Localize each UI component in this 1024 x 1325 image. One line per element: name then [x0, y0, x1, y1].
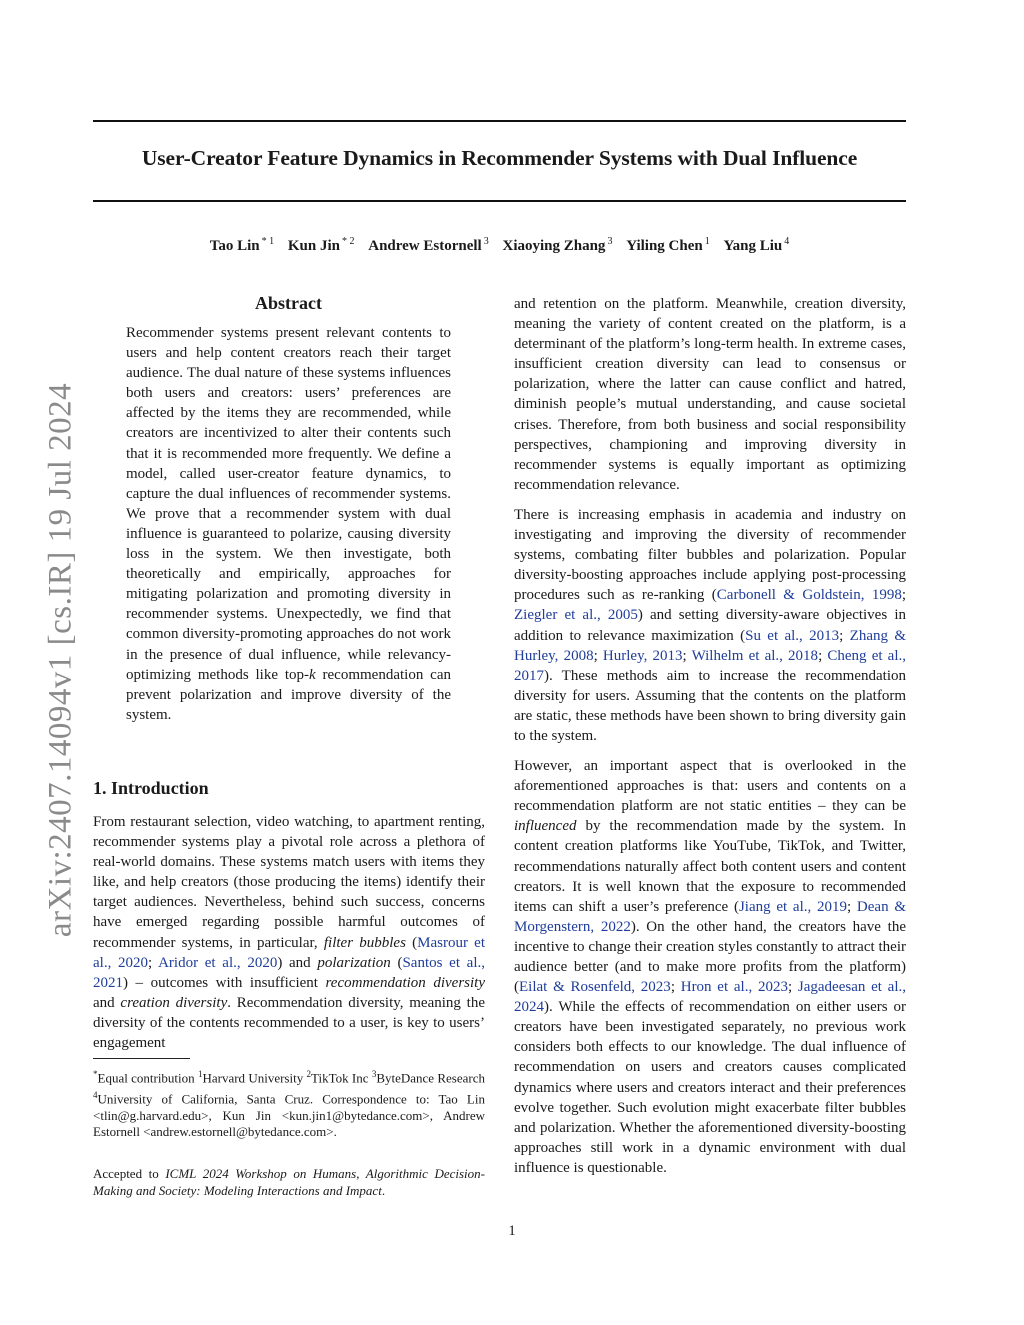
citation-link[interactable]: Carbonell & Goldstein, 1998 [716, 587, 902, 604]
citation-link[interactable]: Aridor et al., 2020 [158, 954, 278, 971]
section-heading: 1. Introduction [93, 778, 209, 798]
intro-paragraph: From restaurant selection, video watching, to apartment renting, recommender systems play a pivotal role across a plethora of real-world domains. These systems match users with items they like, and help creators (those producing the items) identify their target audiences. Nevertheless, behind such success, concerns have emerged regarding possible harmful outcomes of recommender systems, in particular, filter bubbles (Masrour et al., 2020; Aridor et al., 2020) and polarization (Santos et al., 2021) – outcomes with insufficient recommendation diversity and creation diversity. Recommendation diversity, meaning the diversity of the contents recommended to a user, is key to users’ engagement [93, 814, 486, 1052]
author: Andrew Estornell $^3$ [368, 236, 489, 254]
body-paragraph: and retention on the platform. Meanwhile, creation diversity, meaning the variety of content created on the platform, is a determinant of the platform’s long-term health. In extreme cases, insufficient creation diversity can lead to consensus or polarization, where the latter can cause conflict and hatred, diminish people’s mutual understanding, and cause societal crises. Therefore, from both business and social responsibility perspectives, championing and improving diversity in recommender systems is equally important as optimizing recommendation relevance. [514, 296, 906, 493]
author: Xiaoying Zhang $^3$ [502, 236, 613, 254]
citation-link[interactable]: Masrour et al., 2020 [93, 934, 486, 971]
citation-link[interactable]: Hurley, 2013 [602, 647, 683, 664]
introduction-section [93, 776, 485, 1053]
footnote-rule [93, 1058, 190, 1059]
paper-title: User-Creator Feature Dynamics in Recommender Systems with Dual Influence [141, 146, 858, 170]
citation-link[interactable]: Santos et al., 2021 [93, 954, 486, 991]
affiliations-footnote: *Equal contribution $^1$Harvard University $^2$TikTok Inc $^3$ByteDance Research $^4$University of California, Santa Cruz. Correspondence to: Tao Lin <tlin@g.harvard.edu>, Kun Jin <kun.jin1@bytedance.com>, Andrew Estornell <andrew.estornell@bytedance.com>. [93, 1069, 486, 1140]
author: Yiling Chen $^1$ [626, 236, 710, 254]
body-paragraph: However, an important aspect that is overlooked in the aforementioned approaches is that: users and contents on a recommendation platform are not static entities – they can be influenced by the recommendation made by the system. In content creation platforms like YouTube, TikTok, and Twitter, recommendations naturally affect both content users and content creators. It is well known that the exposure to recommended items can shift a user’s preference (Jiang et al., 2019; Dean & Morgenstern, 2022). On the other hand, the creators have the incentive to change their creation styles constantly to attract their audience better (and to make more profits from the platform) (Eilat & Rosenfeld, 2023; Hron et al., 2023; Jagadeesan et al., 2024). While the effects of recommendation on either users or creators have been investigated separately, no previous work considers both effects to our knowledge. The dual influence of recommendation on users and creators causes complicated dynamics where users and creators interact and their preferences evolve together. Such evolution might exacerbate filter bubbles and polarization. Whether the aforementioned diversity-boosting approaches still work in a dynamic environment with dual influence is questionable. [514, 758, 907, 1176]
citation-link[interactable]: Cheng et al., 2017 [514, 647, 907, 684]
citation-link[interactable]: Wilhelm et al., 2018 [691, 647, 819, 664]
title-rule-bottom [93, 200, 906, 202]
right-column [514, 294, 906, 1188]
citation-link[interactable]: Jagadeesan et al., 2024 [514, 979, 907, 1016]
abstract-text: Recommender systems present relevant contents to users and help content creators reach their target audience. The dual nature of these systems influences both users and creators: users’ preferences are affected by the items they are recommended, while creators are incentivized to alter their contents such that it is recommended more frequently. We define a model, called user-creator feature dynamics, to capture the dual influences of recommender systems. We prove that a recommender system with dual influence is guaranteed to polarize, causing diversity loss in the system. We then investigate, both theoretically and empirically, approaches for mitigating polarization and promoting diversity in recommender systems. Unexpectedly, we find that common diversity-promoting approaches do not work in the presence of dual influence, while relevancy-optimizing methods like top-k recommendation can prevent polarization and improve diversity of the system. [126, 325, 451, 723]
page-number: 1 [508, 1223, 516, 1239]
citation-link[interactable]: Su et al., 2013 [745, 627, 840, 644]
author: Tao Lin $^{* 1}$ [209, 236, 275, 254]
citation-link[interactable]: Jiang et al., 2019 [738, 898, 847, 915]
citation-link[interactable]: Ziegler et al., 2005 [514, 607, 638, 624]
abstract [126, 292, 451, 725]
citation-link[interactable]: Dean & Morgenstern, 2022 [514, 898, 906, 935]
body-paragraph: There is increasing emphasis in academia and industry on investigating and improving the diversity of recommender systems, combating filter bubbles and polarization. Popular diversity-boosting approaches include applying post-processing procedures such as re-ranking (Carbonell & Goldstein, 1998; Ziegler et al., 2005) and setting diversity-aware objectives in addition to relevance maximization (Su et al., 2013; Zhang & Hurley, 2008; Hurley, 2013; Wilhelm et al., 2018; Cheng et al., 2017). These methods aim to increase the recommendation diversity for users. Assuming that the contents on the platform are static, these methods have been shown to bring diversity gain to the system. [514, 506, 907, 744]
arxiv-identifier: arXiv:2407.14094v1 [cs.IR] 19 Jul 2024 [42, 382, 79, 938]
author-list [93, 236, 906, 255]
abstract-heading: Abstract [255, 293, 322, 313]
citation-link[interactable]: Hron et al., 2023 [680, 979, 788, 996]
venue-note: Accepted to ICML 2024 Workshop on Humans, Algorithmic Decision-Making and Society: Modeling Interactions and Impact. [93, 1166, 485, 1198]
author: Yang Liu $^4$ [723, 236, 790, 254]
author: Kun Jin $^{* 2}$ [287, 236, 355, 254]
citation-link[interactable]: Zhang & Hurley, 2008 [514, 627, 906, 664]
citation-link[interactable]: Eilat & Rosenfeld, 2023 [519, 979, 671, 996]
title-rule-top [93, 120, 906, 122]
